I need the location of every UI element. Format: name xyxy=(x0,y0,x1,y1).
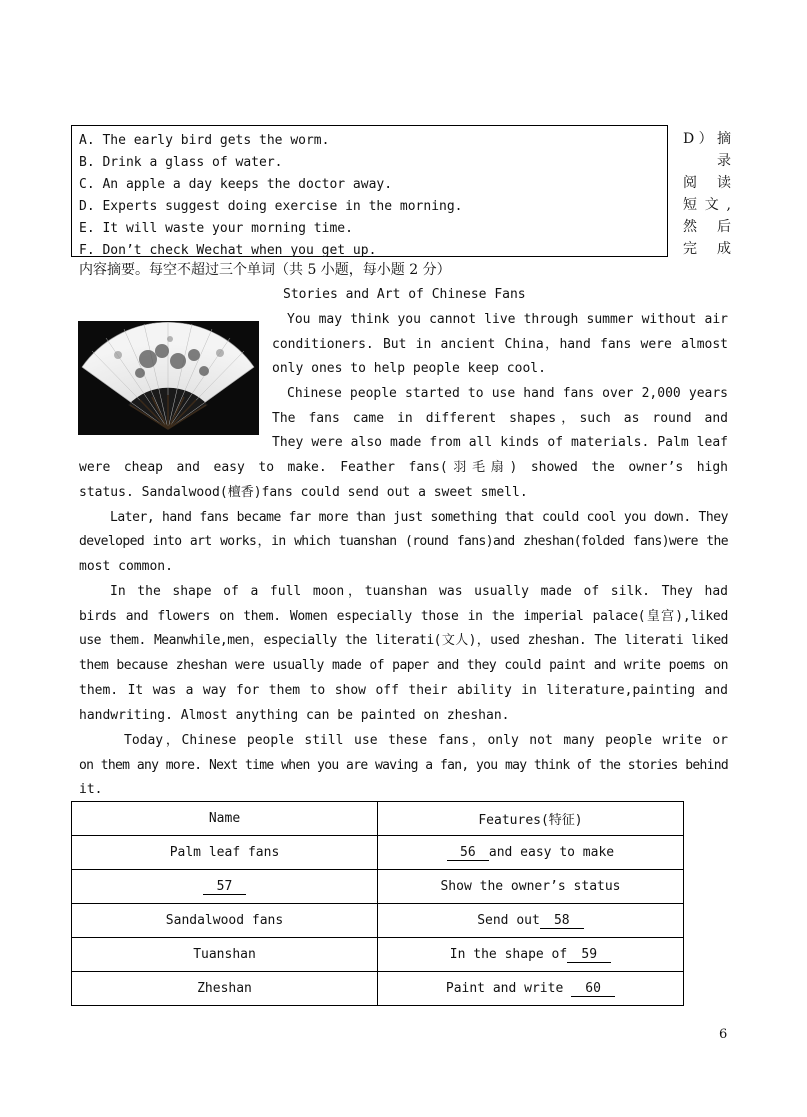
table-cell-feature xyxy=(378,904,684,938)
fan-icon xyxy=(78,321,259,435)
table-row xyxy=(72,904,684,938)
table-header-name: Name xyxy=(72,802,378,836)
paragraph-line: them. It was a way for them to show off their ability in literature,painting and xyxy=(79,683,728,698)
table-header-row xyxy=(72,802,684,836)
paragraph-line: use them. Meanwhile,men，especially the literati(文人)，used zheshan. The literati liked xyxy=(79,633,728,648)
table-cell-feature xyxy=(378,972,684,1006)
paragraph-line: them because zheshan were usually made of paper and they could paint and write poems on xyxy=(79,658,728,673)
table-cell-name: Palm leaf fans xyxy=(72,836,378,870)
table-cell-feature xyxy=(378,870,684,904)
table-cell-feature xyxy=(378,938,684,972)
option-e: E. It will waste your morning time. xyxy=(79,221,353,236)
paragraph-line: status. Sandalwood(檀香)fans could send out a sweet smell. xyxy=(79,485,528,500)
option-b: B. Drink a glass of water. xyxy=(79,155,283,170)
paragraph-line: Later, hand fans became far more than just something that could cool you down. They xyxy=(110,510,728,525)
option-c: C. An apple a day keeps the doctor away. xyxy=(79,177,393,192)
paragraph-line: on them any more. Next time when you are waving a fan, you may think of the stories behind xyxy=(79,758,728,773)
instruction-side-line: 完 成 xyxy=(683,241,731,257)
table-row xyxy=(72,938,684,972)
paragraph-line: handwriting. Almost anything can be painted on zheshan. xyxy=(79,708,510,723)
paragraph-line: conditioners. But in ancient China，hand fans were almost xyxy=(272,337,728,352)
paragraph-line: were cheap and easy to make. Feather fans(羽毛扇) showed the owner’s high xyxy=(79,460,728,475)
paragraph-line: Today，Chinese people still use these fans，only not many people write or xyxy=(124,733,728,748)
table-cell-name: Zheshan xyxy=(72,972,378,1006)
paragraph-line: developed into art works，in which tuanshan (round fans)and zheshan(folded fans)were the xyxy=(79,534,728,549)
paragraph-line: birds and flowers on them. Women especially those in the imperial palace(皇宫),liked xyxy=(79,609,728,624)
paragraph-line: They were also made from all kinds of materials. Palm leaf xyxy=(272,435,728,450)
table-cell-feature xyxy=(378,836,684,870)
table-row xyxy=(72,836,684,870)
feature-text: and easy to make xyxy=(488,844,615,860)
paragraph-line: Chinese people started to use hand fans over 2,000 years xyxy=(287,386,728,401)
instruction-side-line: 短文, xyxy=(683,197,731,213)
table-header-features xyxy=(378,802,684,836)
feature-text: Show the owner’s status xyxy=(440,879,621,894)
options-box xyxy=(71,125,668,257)
table-row xyxy=(72,972,684,1006)
paragraph-line: most common. xyxy=(79,559,173,574)
option-a: A. The early bird gets the worm. xyxy=(79,133,330,148)
answer-blank-59[interactable]: 59 xyxy=(567,947,611,963)
option-f: F. Don’t check Wechat when you get up. xyxy=(79,243,377,258)
paragraph-line: You may think you cannot live through summer without air xyxy=(287,312,728,327)
answer-blank-56[interactable]: 56 xyxy=(447,845,489,861)
instruction-side-line: 阅 读 xyxy=(683,175,731,191)
table-header-features-label: Features(特征) xyxy=(478,813,583,828)
paragraph-line: The fans came in different shapes，such as round and xyxy=(272,411,728,426)
instruction-side-line: 录 xyxy=(717,153,731,169)
table-cell-name: Tuanshan xyxy=(72,938,378,972)
answer-blank-57[interactable]: 57 xyxy=(203,879,246,895)
answer-blank-60[interactable]: 60 xyxy=(571,981,615,997)
table-row xyxy=(72,870,684,904)
article-title: Stories and Art of Chinese Fans xyxy=(283,287,526,302)
instruction-side-line: D）摘 xyxy=(683,131,731,147)
page-number: 6 xyxy=(719,1027,728,1042)
feature-text: In the shape of xyxy=(449,946,568,962)
instruction-side-line: 然 后 xyxy=(683,219,731,235)
chinese-fan-image xyxy=(78,321,259,435)
answer-blank-58[interactable]: 58 xyxy=(540,913,584,929)
paragraph-line: it. xyxy=(79,782,103,797)
table-cell-name xyxy=(72,870,378,904)
feature-text: Paint and write xyxy=(445,980,572,996)
option-d: D. Experts suggest doing exercise in the morning. xyxy=(79,199,463,214)
feature-text: Send out xyxy=(477,912,540,928)
paragraph-line: only ones to help people keep cool. xyxy=(272,361,546,376)
instruction-side-column xyxy=(683,128,731,260)
instruction-text: 内容摘要。每空不超过三个单词（共 5 小题，每小题 2 分） xyxy=(79,262,451,278)
features-table xyxy=(71,801,684,1006)
table-cell-name: Sandalwood fans xyxy=(72,904,378,938)
paragraph-line: In the shape of a full moon，tuanshan was usually made of silk. They had xyxy=(110,584,728,599)
